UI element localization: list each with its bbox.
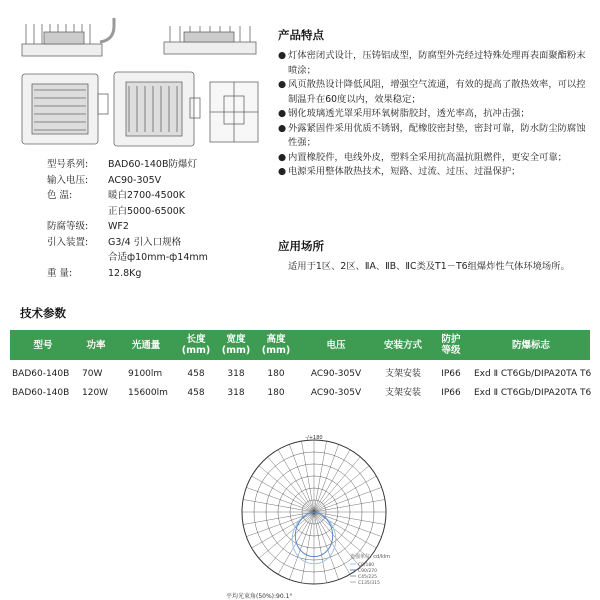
spec-weight-value: 12.8Kg [108,267,142,279]
spec-model-label: 型号系列: [47,159,89,170]
feature-text: 灯体密闭式设计，压铸铝成型，防腐型外壳经过特殊处理再表面聚酯粉末喷涂； [288,50,586,76]
header-flux: 光通量 [131,339,161,351]
feature-item [278,107,588,122]
cell-height: 180 [267,388,285,398]
feature-item [278,165,588,180]
header-width [216,330,256,360]
feature-text: 风页散热设计降低风阻，增强空气流通，有效的提高了散热效率，可以控制温升在60度以内，效果稳定； [288,79,586,105]
header-height [256,330,296,360]
header-height-label: 高度 [266,334,286,345]
header-mount: 安装方式 [383,339,422,351]
header-width-unit: (mm) [221,345,251,356]
cell-flux: 15600lm [128,388,168,398]
feature-text: 外露紧固件采用优质不锈钢，配橡胶密封垫，密封可靠，防水防尘防腐蚀性强； [288,122,586,148]
header-ip [430,330,472,360]
cell-power: 120W [82,388,109,398]
cell-model: BAD60-140B [12,388,70,398]
spec-protection-value: WF2 [108,221,129,232]
side-view-drawing-2 [164,26,256,54]
legend-item: C45/225 [358,575,377,580]
cell-ex: Exd Ⅱ CT6Gb/DIPA20TA T6 [474,388,592,398]
cell-flux: 9100lm [128,369,163,379]
spec-weight-label: 重 量: [47,267,73,279]
applications-section [278,238,588,275]
spec-voltage-value: AC90-305V [108,174,162,186]
polar-legend [350,562,380,586]
cell-height: 180 [267,369,285,379]
cell-voltage: AC90-305V [310,369,362,379]
feature-text: 钢化玻璃透光罩采用环氧树脂胶封，透光率高，抗冲击强； [288,108,530,119]
spec-entry-cable: 合适ф10mm-ф14mm [108,252,208,263]
applications-text: 适用于1区、2区、ⅡA、ⅡB、ⅡC类及T1－T6组爆炸性气体环境场所。 [288,261,570,272]
spec-model-value: BAD60-140B防爆灯 [108,159,197,170]
cell-ex: Exd Ⅱ CT6Gb/DIPA20TA T6 [474,369,592,379]
legend-item: C0/180 [358,563,375,568]
cell-ip: IP66 [441,369,461,379]
header-width-label: 宽度 [226,334,246,345]
polar-light-distribution [222,432,402,600]
spec-entry-value: G3/4 引入口规格 [108,236,182,248]
tech-params-title: 技术参数 [20,306,66,320]
features-section [278,27,588,180]
feature-item [278,122,588,151]
cell-mount: 支架安装 [384,388,421,398]
header-model: 型号 [33,339,53,351]
header-voltage: 电压 [326,339,346,351]
table-row [10,367,590,382]
header-length-label: 长度 [186,334,206,345]
header-power: 功率 [86,339,106,351]
feature-item [278,49,588,78]
legend-title: 光强单位: cd/klm [350,554,391,560]
cell-length: 458 [187,369,205,379]
features-title: 产品特点 [278,28,324,42]
product-drawing-svg [14,12,264,152]
legend-item: C135/315 [358,581,380,586]
bullet-icon: ● [278,108,287,119]
header-height-unit: (mm) [261,345,291,356]
features-list [278,49,588,180]
spec-color-temp-warm: 暖白2700-4500K [108,190,186,201]
header-length [176,330,216,360]
spec-model-row [47,157,277,173]
feature-item [278,151,588,166]
bracket-view-drawing [210,82,258,142]
spec-protection-row [47,219,277,235]
tech-table-header [10,330,590,360]
applications-title: 应用场所 [278,239,324,253]
product-technical-drawings [14,12,264,152]
feature-text: 电源采用整体散热技术，短路、过流、过压、过温保护； [288,166,521,177]
cell-width: 318 [227,369,245,379]
back-view-drawing [114,72,200,146]
bullet-icon: ● [278,151,287,163]
spec-weight-row [47,266,277,282]
legend-item: C90/270 [358,569,377,574]
cell-mount: 支架安装 [384,369,421,379]
polar-top-label: -/+180 [305,435,323,441]
cell-width: 318 [227,388,245,398]
header-ip-line1: 防护 [441,334,461,345]
spec-color-temp-white-row [47,204,277,220]
feature-text: 内置橡胶件，电线外皮，塑料全采用抗高温抗阻燃件，更安全可靠； [288,151,567,163]
spec-color-temp-white: 正白5000-6500K [108,205,186,217]
cell-length: 458 [187,388,205,398]
table-row [10,386,590,401]
spec-protection-label: 防腐等级: [47,221,89,232]
front-view-drawing [22,74,108,144]
spec-list [47,157,277,281]
spec-entry-row [47,235,277,251]
spec-entry-label: 引入装置: [47,236,89,248]
cell-ip: IP66 [441,388,461,398]
bullet-icon: ● [278,122,287,134]
header-ex: 防爆标志 [511,339,550,351]
spec-voltage-row [47,173,277,189]
side-view-drawing [22,18,114,56]
cell-power: 70W [82,369,103,379]
spec-color-temp-label: 色 温: [47,190,73,201]
spec-color-temp-row [47,188,277,204]
polar-caption: 平均光束角(50%):90.1° [226,593,293,600]
polar-diagram-svg [222,432,402,600]
bullet-icon: ● [278,166,287,177]
bullet-icon: ● [278,79,287,90]
header-ip-line2: 等级 [441,345,461,356]
cell-voltage: AC90-305V [310,388,362,398]
cell-model: BAD60-140B [12,369,70,379]
spec-voltage-label: 输入电压: [47,174,89,186]
feature-item [278,78,588,107]
spec-entry-cable-row [47,250,277,266]
bullet-icon: ● [278,50,287,61]
header-length-unit: (mm) [181,345,211,356]
